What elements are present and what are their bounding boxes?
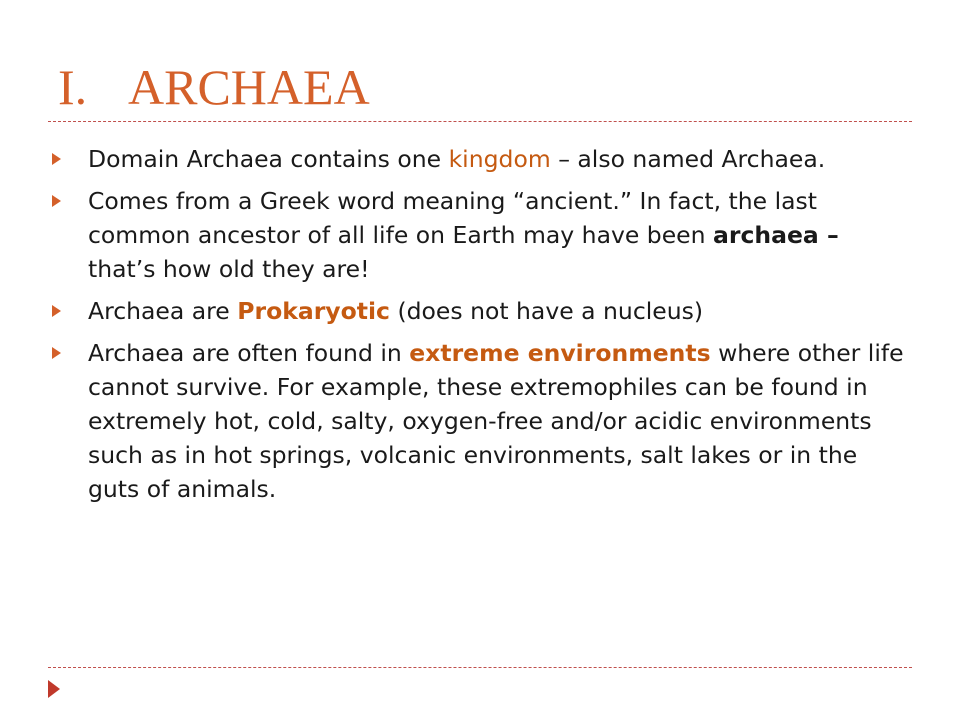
bullet-list <box>52 142 912 514</box>
bullet-text-segment: Archaea are often found in <box>88 339 410 367</box>
top-divider <box>48 121 912 122</box>
title-number: I. <box>58 59 88 115</box>
bullet-text-segment: where other life cannot survive. For example, these extremophiles can be found in extremely hot, cold, salty, oxygen-free and/or acidic environments such as in hot springs, volcanic environments, salt lakes or in the guts of animals. <box>88 339 904 503</box>
bullet-item <box>52 142 912 176</box>
bullet-text-segment: that’s how old they are! <box>88 255 370 283</box>
bullet-highlight-prokaryotic: Prokaryotic <box>237 297 390 325</box>
triangle-bullet-icon <box>52 305 61 317</box>
title-text: ARCHAEA <box>128 59 370 115</box>
slide-title <box>58 58 370 116</box>
bullet-bold-archaea: archaea – <box>713 221 839 249</box>
bullet-text-segment: (does not have a nucleus) <box>389 297 704 325</box>
bullet-item <box>52 336 912 506</box>
triangle-bullet-icon <box>52 347 61 359</box>
bullet-highlight-extreme-environments: extreme environments <box>409 339 711 367</box>
bullet-item <box>52 184 912 286</box>
bullet-text-segment: Archaea are <box>88 297 238 325</box>
bullet-text-segment: Comes from a Greek word meaning “ancient.” In fact, the last common ancestor of all life on Earth may have been <box>88 187 817 249</box>
triangle-bullet-icon <box>52 195 61 207</box>
bullet-highlight-kingdom: kingdom <box>448 145 551 173</box>
bullet-text-segment: Domain Archaea contains one <box>88 145 449 173</box>
bullet-item <box>52 294 912 328</box>
bottom-divider <box>48 667 912 668</box>
bullet-text-segment: – also named Archaea. <box>550 145 826 173</box>
triangle-bullet-icon <box>52 153 61 165</box>
triangle-corner-icon <box>48 680 60 698</box>
